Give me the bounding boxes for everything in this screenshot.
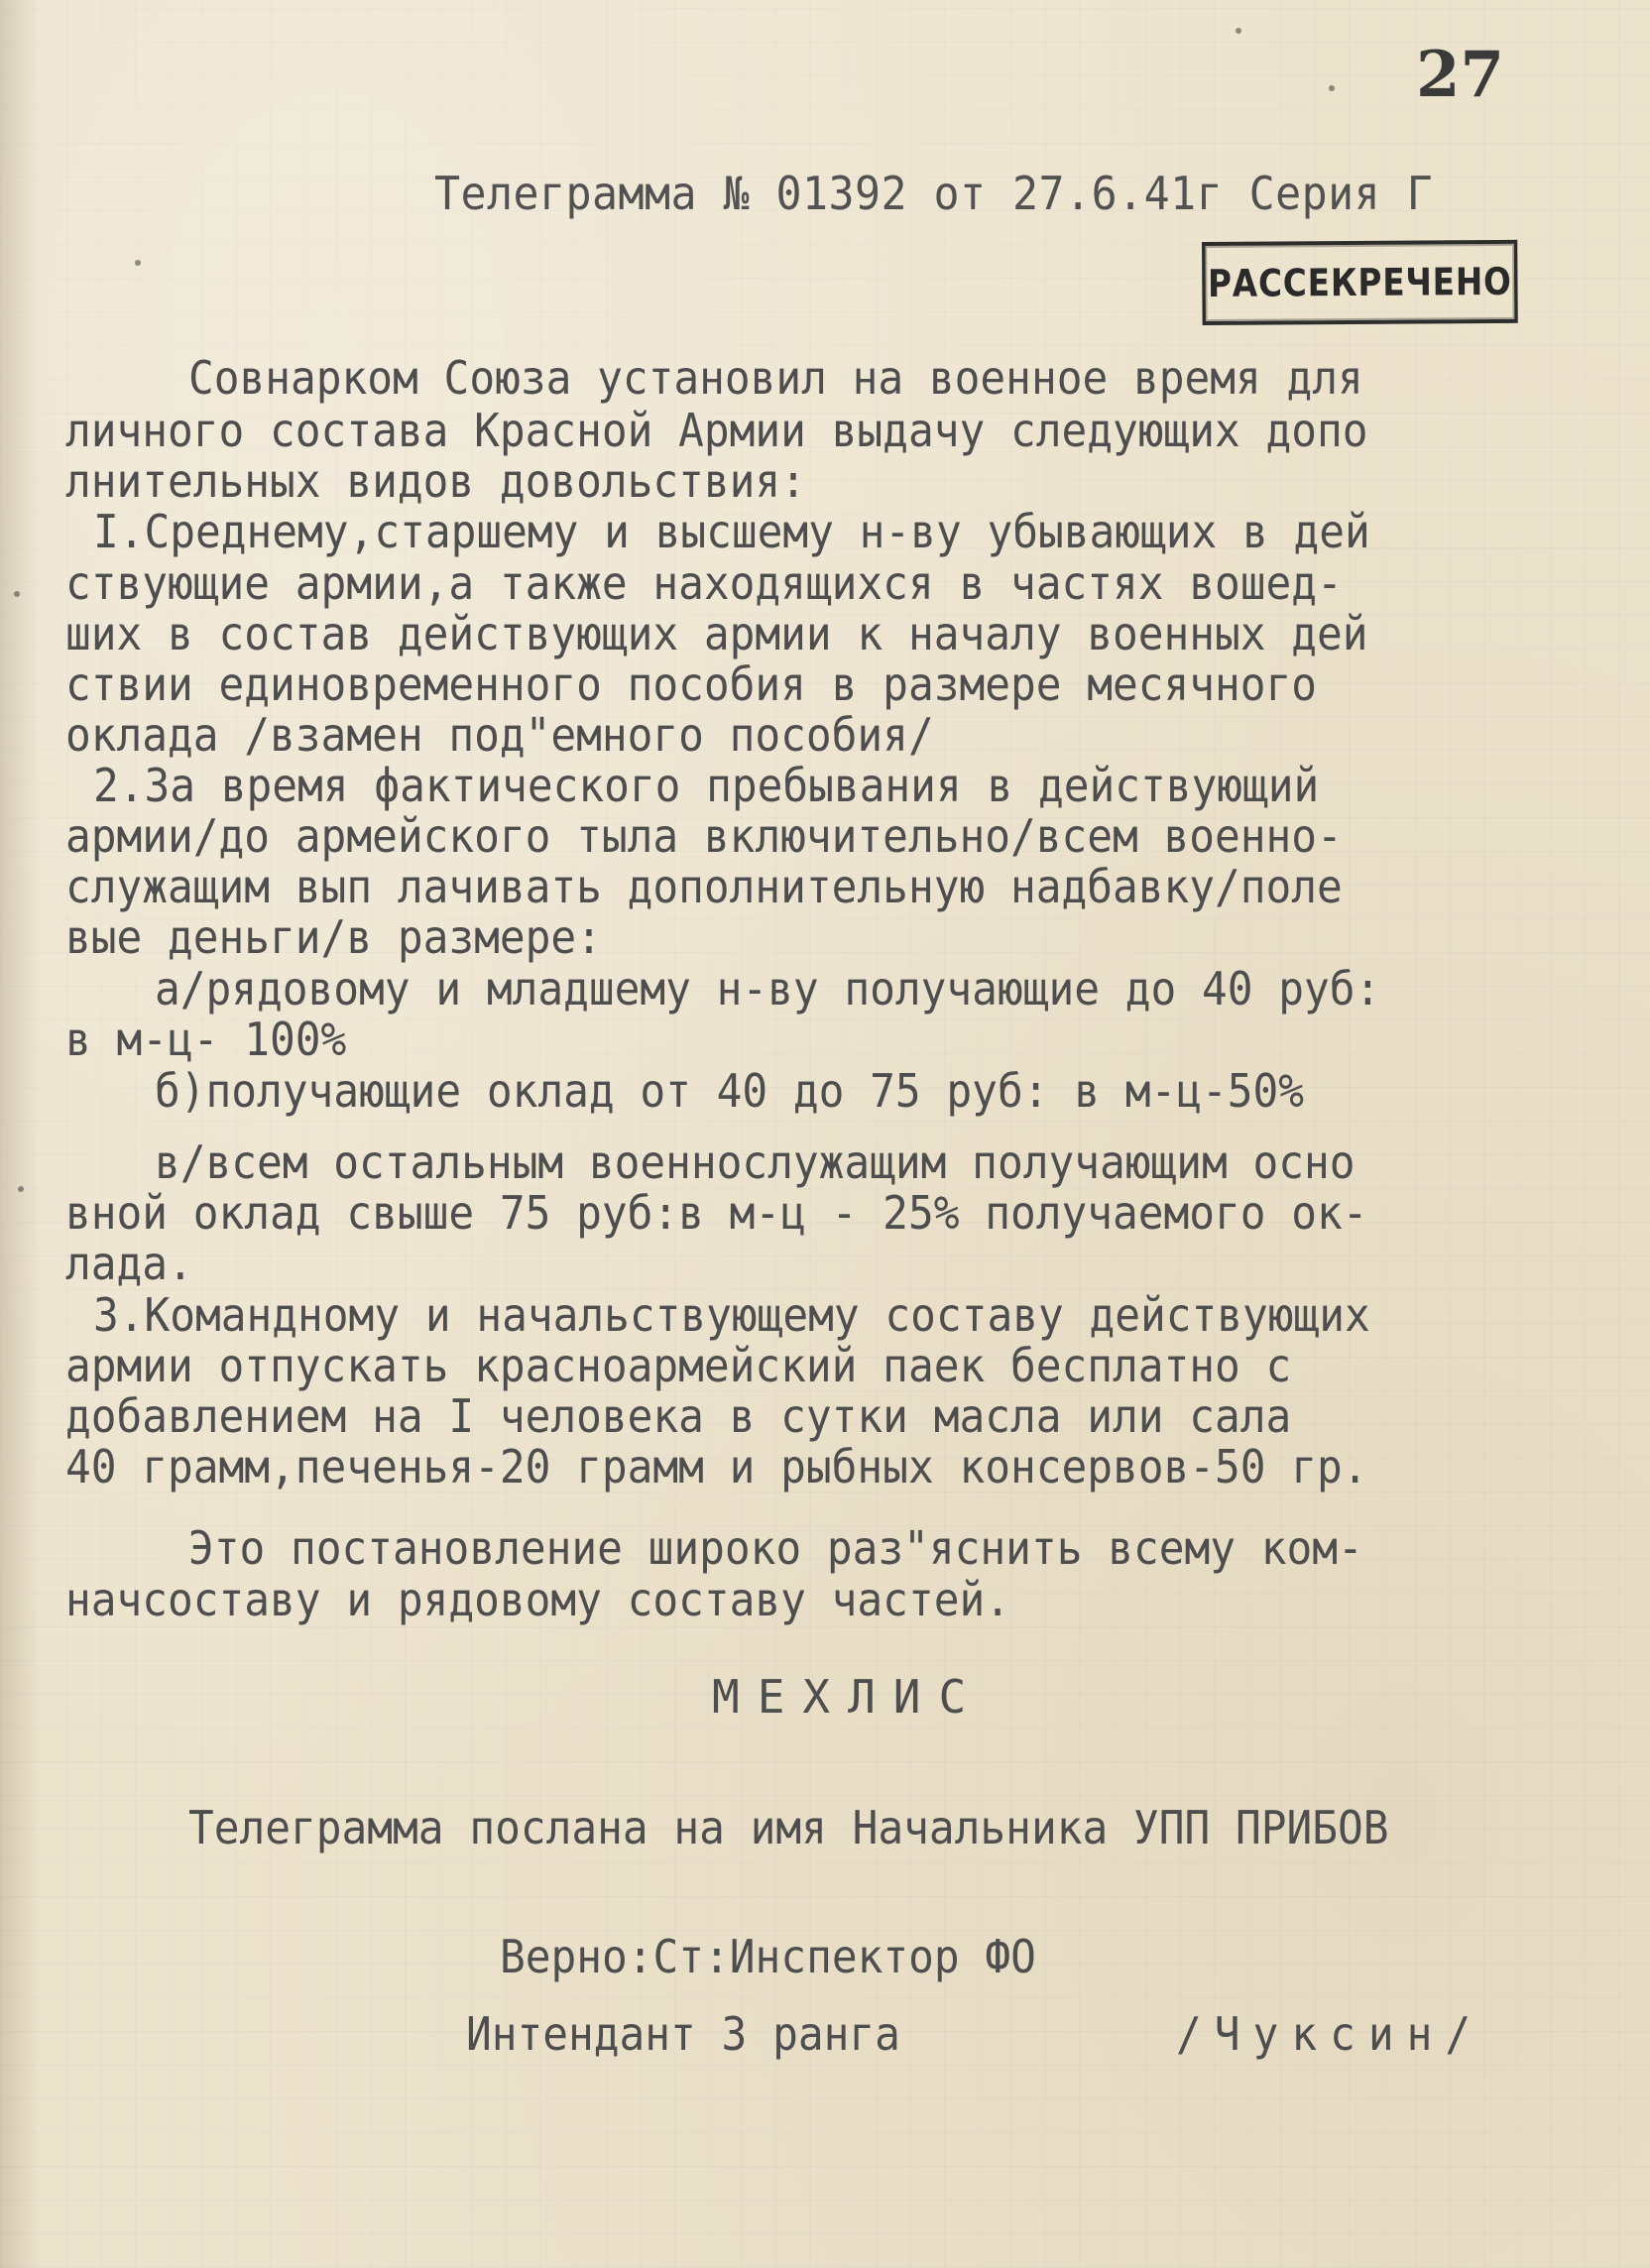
signature-name: МЕХЛИС (712, 1670, 985, 1724)
signatory-name: /Чуксин/ (1176, 2007, 1484, 2061)
sent-to-line: Телеграмма послана на имя Начальника УПП ПРИБОВ (188, 1801, 1389, 1854)
telegram-heading: Телеграмма № 01392 от 27.6.41г Серия Г (434, 167, 1434, 220)
paper-speck (135, 260, 141, 266)
body-line: в/всем остальным военнослужащим получающим осно (155, 1135, 1355, 1189)
body-line: ствующие армии,а также находящихся в частях вошед- (65, 556, 1343, 610)
rank-line: Интендант 3 ранга (466, 2007, 900, 2061)
declassified-stamp: РАССЕКРЕЧЕНО (1202, 240, 1518, 325)
body-line: добавлением на I человека в сутки масла или сала (65, 1389, 1292, 1443)
body-line: начсоставу и рядовому составу частей. (65, 1573, 1010, 1626)
body-line: вые деньги/в размере: (65, 910, 602, 964)
page-edge-shadow (0, 0, 40, 2268)
body-line: Это постановление широко раз"яснить всему ком- (188, 1521, 1363, 1575)
paper-speck (1329, 85, 1335, 91)
body-line: 2.За время фактического пребывания в действующий (93, 759, 1320, 812)
body-line: ствии единовременного пособия в размере месячного (65, 657, 1318, 711)
body-line: а/рядовому и младшему н-ву получающие до 40 руб: (155, 962, 1381, 1015)
body-line: ших в состав действующих армии к началу военных дей (65, 607, 1368, 660)
page-number: 27 (1416, 38, 1505, 112)
body-line: вной оклад свыше 75 руб:в м-ц - 25% получаемого ок- (65, 1186, 1368, 1240)
body-line: в м-ц- 100% (65, 1013, 347, 1066)
body-line: оклада /взамен под"емного пособия/ (65, 708, 934, 762)
body-line: I.Среднему,старшему и высшему н-ву убывающих в дей (93, 505, 1370, 558)
body-line: армии/до армейского тыла включительно/всем военно- (65, 809, 1343, 863)
paper-speck (14, 591, 20, 597)
body-line: Совнарком Союза установил на военное время для (188, 351, 1363, 405)
certified-line: Верно:Ст:Инспектор ФО (500, 1930, 1036, 1983)
body-line: лада. (65, 1237, 193, 1290)
body-line: личного состава Красной Армии выдачу следующих допо (65, 404, 1368, 457)
body-line: 40 грамм,печенья-20 грамм и рыбных консервов-50 гр. (65, 1440, 1368, 1493)
body-line: лнительных видов довольствия: (65, 454, 806, 508)
body-line: б)получающие оклад от 40 до 75 руб: в м-ц-50% (155, 1064, 1305, 1118)
body-line: служащим вып лачивать дополнительную надбавку/поле (65, 860, 1343, 913)
paper-speck (1236, 28, 1241, 34)
paper-speck (18, 1186, 24, 1192)
body-line: 3.Командному и начальствующему составу действующих (93, 1288, 1370, 1342)
body-line: армии отпускать красноармейский паек бесплатно с (65, 1339, 1292, 1392)
